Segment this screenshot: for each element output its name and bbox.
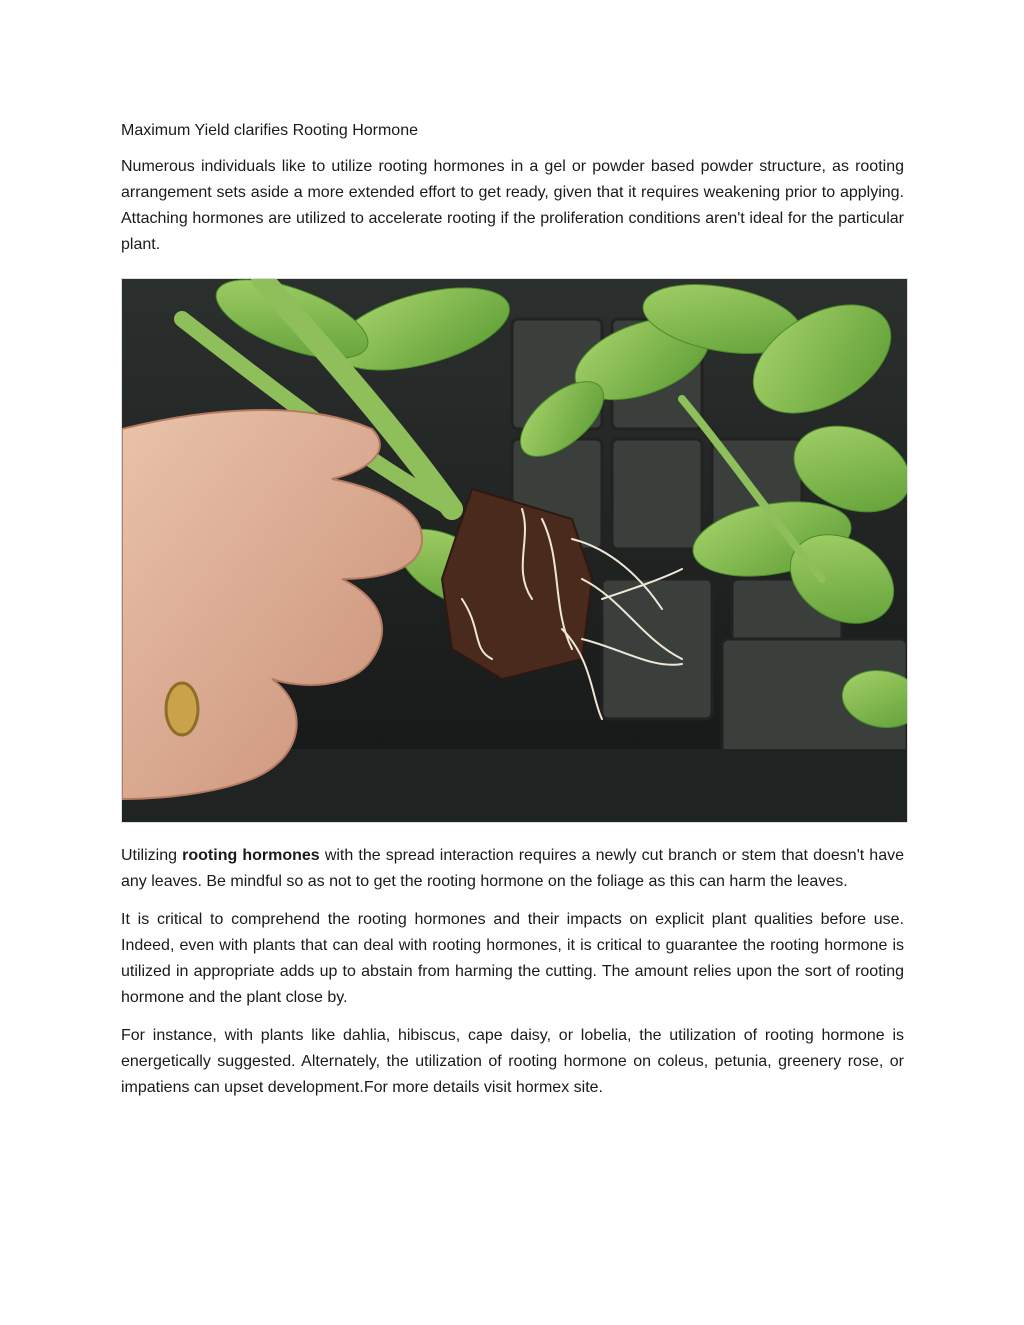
intro-paragraph: Numerous individuals like to utilize rooting hormones in a gel or powder based powder structure, as rooting arrangement sets aside a more extended effort to get ready, given that it requires weakening prior to applying. Attaching hormones are utilized to accelerate rooting if the proliferation conditions aren't ideal for the particular plant. xyxy=(121,158,904,253)
para2-lead: Utilizing xyxy=(121,847,183,864)
document-page xyxy=(121,118,904,1113)
rooting-hormones-link[interactable]: rooting hormones xyxy=(182,847,320,864)
examples-paragraph: For instance, with plants like dahlia, hibiscus, cape daisy, or lobelia, the utilization of rooting hormone is energetically suggested. Alternately, the utilization of rooting hormone on coleus, petunia, greenery rose, or impatiens can upset development.For more details visit hormex site. xyxy=(121,1027,904,1096)
para2-rest: with the spread interaction requires a newly cut branch or stem that doesn't have any leaves. Be mindful so as not to get the rooting hormone on the foliage as this can harm the leaves. xyxy=(121,847,905,890)
document-title: Maximum Yield clarifies Rooting Hormone xyxy=(121,122,418,139)
rooting-hormones-paragraph xyxy=(121,843,904,895)
critical-paragraph: It is critical to comprehend the rooting hormones and their impacts on explicit plant qualities before use. Indeed, even with plants that can deal with rooting hormones, it is critical to guarantee the rooting hormone is utilized in appropriate adds up to abstain from harming the cutting. The amount relies upon the sort of rooting hormone and the plant close by. xyxy=(121,911,904,1006)
plant-cutting-photo xyxy=(121,278,908,823)
